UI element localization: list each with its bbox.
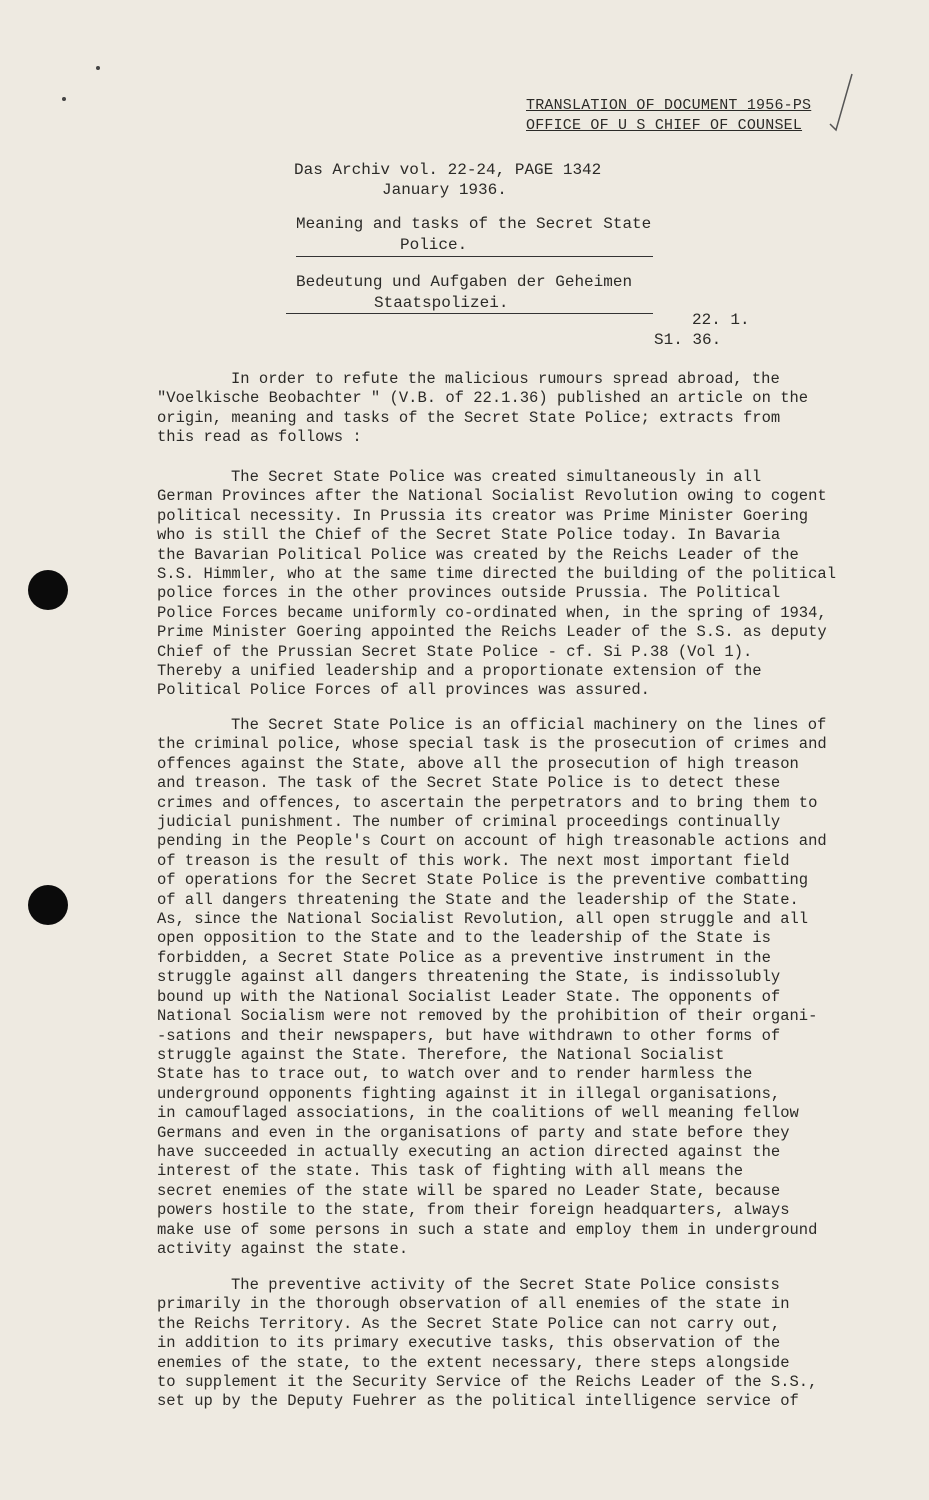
text-line: Police Forces became uniformly co-ordinated when, in the spring of 1934, <box>157 603 827 622</box>
source-date: January 1936. <box>382 181 507 199</box>
text-line: Thereby a unified leadership and a proportionate extension of the <box>157 662 762 681</box>
text-line: Prime Minister Goering appointed the Reichs Leader of the S.S. as deputy <box>157 623 827 642</box>
text-line: forbidden, a Secret State Police as a preventive instrument in the <box>157 948 771 967</box>
title-german-line2: Staatspolizei. <box>374 294 509 312</box>
text-line: in camouflaged associations, in the coalitions of well meaning fellow <box>157 1104 799 1123</box>
text-line: judicial punishment. The number of criminal proceedings continually <box>157 813 781 832</box>
text-line: State has to trace out, to watch over and to render harmless the <box>157 1065 753 1084</box>
source-line: Das Archiv vol. 22-24, PAGE 1342 <box>294 161 602 179</box>
text-line: The Secret State Police was created simultaneously in all <box>231 468 762 486</box>
text-line: the Bavarian Political Police was created by the Reichs Leader of the <box>157 545 799 564</box>
text-line: struggle against the State. Therefore, the National Socialist <box>157 1045 725 1064</box>
text-line: this read as follows : <box>157 428 362 447</box>
text-line: underground opponents fighting against it in illegal organisations, <box>157 1084 781 1103</box>
paragraph-tasks <box>157 716 857 1259</box>
text-line: -sations and their newspapers, but have withdrawn to other forms of <box>157 1026 781 1045</box>
text-line: of treason is the result of this work. The next most important field <box>157 851 790 870</box>
text-line: German Provinces after the National Socialist Revolution owing to cogent <box>157 487 827 506</box>
text-line: pending in the People's Court on account of high treasonable actions and <box>157 832 827 851</box>
text-line: Germans and even in the organisations of party and state before they <box>157 1123 790 1142</box>
text-line: set up by the Deputy Fuehrer as the political intelligence service of <box>157 1392 799 1411</box>
paragraph-intro <box>157 370 857 448</box>
text-line: The Secret State Police is an official machinery on the lines of <box>231 716 827 734</box>
text-line: of operations for the Secret State Police is the preventive combatting <box>157 871 809 890</box>
text-line: to supplement it the Security Service of the Reichs Leader of the S.S., <box>157 1373 818 1392</box>
title-underline <box>286 313 653 314</box>
date-reference-line1: 22. 1. <box>692 311 750 329</box>
header-translation-line: TRANSLATION OF DOCUMENT 1956-PS <box>526 97 812 114</box>
text-line: Chief of the Prussian Secret State Police - cf. Si P.38 (Vol 1). <box>157 642 753 661</box>
text-line: in addition to its primary executive tasks, this observation of the <box>157 1334 781 1353</box>
text-line: interest of the state. This task of fighting with all means the <box>157 1162 743 1181</box>
date-reference-line2: S1. 36. <box>654 331 722 349</box>
title-english-line2: Police. <box>400 236 468 254</box>
text-line: political necessity. In Prussia its creator was Prime Minister Goering <box>157 506 809 525</box>
text-line: the Reichs Territory. As the Secret State Police can not carry out, <box>157 1314 781 1333</box>
text-line: "Voelkische Beobachter " (V.B. of 22.1.36) published an article on the <box>157 389 809 408</box>
checkmark-icon <box>828 72 854 132</box>
text-line: The preventive activity of the Secret State Police consists <box>231 1276 780 1294</box>
paragraph-origin <box>157 468 857 701</box>
text-line: Political Police Forces of all provinces was assured. <box>157 681 650 700</box>
text-line: powers hostile to the state, from their foreign headquarters, always <box>157 1201 790 1220</box>
text-line: enemies of the state, to the extent necessary, there steps alongside <box>157 1353 790 1372</box>
text-line: As, since the National Socialist Revolution, all open struggle and all <box>157 910 809 929</box>
text-line: bound up with the National Socialist Leader State. The opponents of <box>157 987 781 1006</box>
text-line: secret enemies of the state will be spared no Leader State, because <box>157 1181 781 1200</box>
text-line: open opposition to the State and to the leadership of the State is <box>157 929 771 948</box>
text-line: crimes and offences, to ascertain the perpetrators and to bring them to <box>157 793 818 812</box>
text-line: In order to refute the malicious rumours spread abroad, the <box>231 370 780 388</box>
text-line: activity against the state. <box>157 1239 409 1258</box>
text-line: make use of some persons in such a state and employ them in underground <box>157 1220 818 1239</box>
text-line: struggle against all dangers threatening the State, is indissolubly <box>157 968 781 987</box>
text-line: of all dangers threatening the State and the leadership of the State. <box>157 890 799 909</box>
title-german-line1: Bedeutung und Aufgaben der Geheimen <box>296 273 633 291</box>
text-line: who is still the Chief of the Secret State Police today. In Bavaria <box>157 526 781 545</box>
text-line: origin, meaning and tasks of the Secret State Police; extracts from <box>157 408 781 427</box>
ink-speck <box>96 66 100 70</box>
header-office-line: OFFICE OF U S CHIEF OF COUNSEL <box>526 117 803 134</box>
title-underline <box>296 256 653 257</box>
title-english <box>296 214 651 256</box>
text-line: police forces in the other provinces outside Prussia. The Political <box>157 584 781 603</box>
text-line: the criminal police, whose special task is the prosecution of crimes and <box>157 735 827 754</box>
text-line: have succeeded in actually executing an action directed against the <box>157 1142 781 1161</box>
punch-hole <box>28 885 68 925</box>
paragraph-preventive <box>157 1276 857 1412</box>
source-citation <box>294 160 601 200</box>
title-german <box>296 272 632 314</box>
text-line: offences against the State, above all the prosecution of high treason <box>157 754 799 773</box>
date-reference <box>654 310 750 350</box>
text-line: primarily in the thorough observation of all enemies of the state in <box>157 1295 790 1314</box>
text-line: and treason. The task of the Secret State Police is to detect these <box>157 774 781 793</box>
text-line: National Socialism were not removed by the prohibition of their organi- <box>157 1007 818 1026</box>
text-line: S.S. Himmler, who at the same time directed the building of the political <box>157 565 837 584</box>
title-english-line1: Meaning and tasks of the Secret State <box>296 215 652 233</box>
ink-speck <box>62 97 66 101</box>
punch-hole <box>28 570 68 610</box>
document-header <box>526 96 811 136</box>
